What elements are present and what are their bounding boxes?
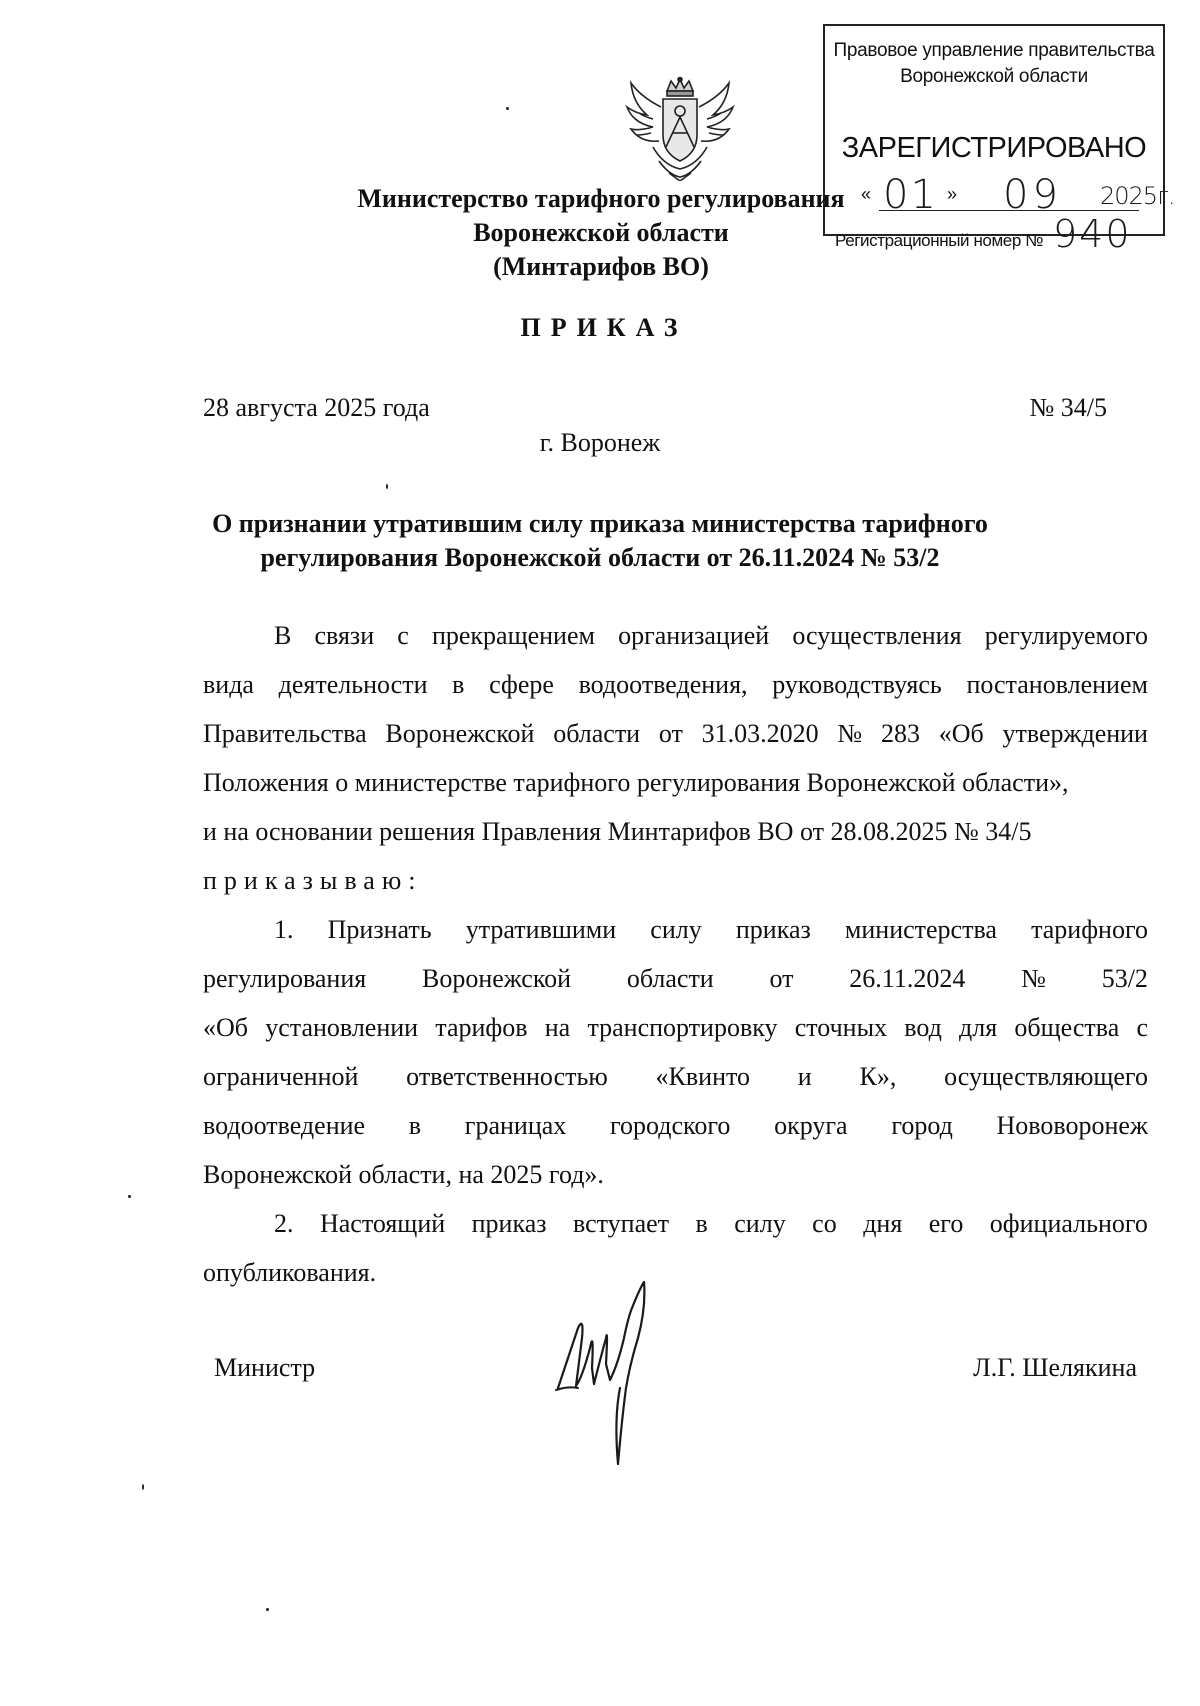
word: Признать xyxy=(327,915,432,944)
word: на xyxy=(544,1013,571,1042)
document-number: № 34/5 xyxy=(1029,393,1107,422)
word: министерства xyxy=(844,915,997,944)
signer-name: Л.Г. Шелякина xyxy=(973,1353,1137,1382)
word: тарифного xyxy=(1031,915,1148,944)
word: 53/2 xyxy=(1101,964,1148,993)
document-date: 28 августа 2025 года xyxy=(203,393,430,422)
word: деятельности xyxy=(278,670,428,699)
word: 1. xyxy=(274,915,294,944)
word: руководствуясь xyxy=(772,670,942,699)
stamp-department-line2: Воронежской области xyxy=(900,66,1088,87)
word: ответственностью xyxy=(406,1062,608,1091)
paragraph1-line5: и на основании решения Правления Минтарифов ВО от 28.08.2025 № 34/5 xyxy=(203,817,1032,846)
word: вида xyxy=(203,670,254,699)
word: водоотведение xyxy=(203,1111,366,1140)
word: «Об xyxy=(938,719,984,748)
item1-line3 xyxy=(203,1012,1148,1044)
word: регулирования xyxy=(203,964,367,993)
ministry-name-line2: Воронежской области xyxy=(473,218,729,247)
word: постановлением xyxy=(966,670,1148,699)
word: со xyxy=(812,1209,837,1238)
word: Воронежской xyxy=(385,719,535,748)
word: для xyxy=(959,1013,998,1042)
word: от xyxy=(769,964,794,993)
stamp-reg-label: Регистрационный номер № xyxy=(835,231,1044,250)
word: № xyxy=(837,719,863,748)
word: № xyxy=(1021,964,1046,993)
stamp-date-underline xyxy=(879,210,1139,211)
stamp-department xyxy=(825,38,1163,90)
word: Воронежской xyxy=(421,964,572,993)
item1-line4 xyxy=(203,1061,1148,1093)
word: К», xyxy=(859,1062,897,1091)
word: приказ xyxy=(735,915,811,944)
scan-speck xyxy=(128,1195,131,1198)
word: осуществляющего xyxy=(944,1062,1148,1091)
coat-of-arms-icon xyxy=(623,77,737,181)
word: дня xyxy=(863,1209,903,1238)
item1-line6: Воронежской области, на 2025 год». xyxy=(203,1160,604,1189)
word: организацией xyxy=(618,621,770,650)
word: 283 xyxy=(880,719,920,748)
word: его xyxy=(928,1209,964,1238)
stamp-day: 01 xyxy=(883,172,938,218)
word: в xyxy=(695,1209,708,1238)
word: установлении xyxy=(265,1013,419,1042)
word: Правительства xyxy=(203,719,367,748)
paragraph1-line2 xyxy=(203,669,1148,701)
ministry-name-line1: Министерство тарифного регулирования xyxy=(357,184,845,213)
paragraph1-line1 xyxy=(274,620,1148,652)
word: городского xyxy=(610,1111,731,1140)
word: сточных xyxy=(794,1013,888,1042)
word: ограниченной xyxy=(203,1062,359,1091)
word: регулируемого xyxy=(984,621,1148,650)
word: силу xyxy=(650,915,702,944)
paragraph1-line3 xyxy=(203,718,1148,750)
signer-title: Министр xyxy=(214,1353,316,1382)
handwritten-signature xyxy=(548,1268,668,1468)
item1-line2 xyxy=(203,963,1148,995)
subject-line1: О признании утратившим силу приказа министерства тарифного xyxy=(212,509,988,538)
scan-speck xyxy=(266,1608,269,1611)
word: официального xyxy=(989,1209,1148,1238)
word: приказ xyxy=(471,1209,547,1238)
word: в xyxy=(452,670,465,699)
item1-line5 xyxy=(203,1110,1148,1142)
word: с xyxy=(1136,1013,1148,1042)
scan-speck xyxy=(506,107,509,110)
word: и xyxy=(797,1062,812,1091)
word: город xyxy=(891,1111,953,1140)
word: «Квинто xyxy=(655,1062,751,1091)
stamp-open-quote: « xyxy=(861,184,872,204)
word: границах xyxy=(464,1111,567,1140)
stamp-close-quote: » xyxy=(947,184,958,204)
word: 31.03.2020 xyxy=(701,719,819,748)
word: осуществления xyxy=(792,621,962,650)
document-city: г. Воронеж xyxy=(539,428,661,457)
word: «Об xyxy=(203,1013,249,1042)
word: с xyxy=(397,621,409,650)
item1-line1 xyxy=(274,914,1148,946)
word: силу xyxy=(734,1209,786,1238)
word: в xyxy=(408,1111,422,1140)
word: общества xyxy=(1014,1013,1120,1042)
word: связи xyxy=(314,621,375,650)
word: утверждении xyxy=(1002,719,1148,748)
word: от xyxy=(658,719,683,748)
stamp-reg-number: 940 xyxy=(1053,212,1132,256)
item2-line2: опубликования. xyxy=(203,1258,377,1287)
word: водоотведения, xyxy=(578,670,748,699)
stamp-status: ЗАРЕГИСТРИРОВАНО xyxy=(841,132,1147,164)
word: 2. xyxy=(274,1209,294,1238)
word: Нововоронеж xyxy=(996,1111,1148,1140)
scan-speck xyxy=(142,1484,144,1490)
word: сфере xyxy=(489,670,554,699)
word: округа xyxy=(774,1111,848,1140)
word: прекращением xyxy=(431,621,595,650)
word: вод xyxy=(904,1013,942,1042)
word: утратившими xyxy=(465,915,617,944)
word: транспортировку xyxy=(587,1013,778,1042)
stamp-month: 09 xyxy=(1003,172,1062,218)
orders-word: приказываю: xyxy=(203,866,423,895)
word: области xyxy=(553,719,641,748)
paragraph1-line4: Положения о министерстве тарифного регулирования Воронежской области», xyxy=(203,768,1069,797)
word: В xyxy=(274,621,292,650)
word: вступает xyxy=(573,1209,670,1238)
item2-line1 xyxy=(274,1208,1148,1240)
scan-speck xyxy=(386,484,388,489)
subject-line2: регулирования Воронежской области от 26.11.2024 № 53/2 xyxy=(260,543,940,572)
ministry-short-name: (Минтарифов ВО) xyxy=(493,252,709,281)
stamp-year: 2025г. xyxy=(1100,182,1175,210)
word: области xyxy=(626,964,714,993)
stamp-department-line1: Правовое управление правительства xyxy=(833,40,1155,61)
word: 26.11.2024 xyxy=(849,964,966,993)
document-type: ПРИКАЗ xyxy=(520,313,688,342)
word: Настоящий xyxy=(319,1209,446,1238)
word: тарифов xyxy=(435,1013,528,1042)
